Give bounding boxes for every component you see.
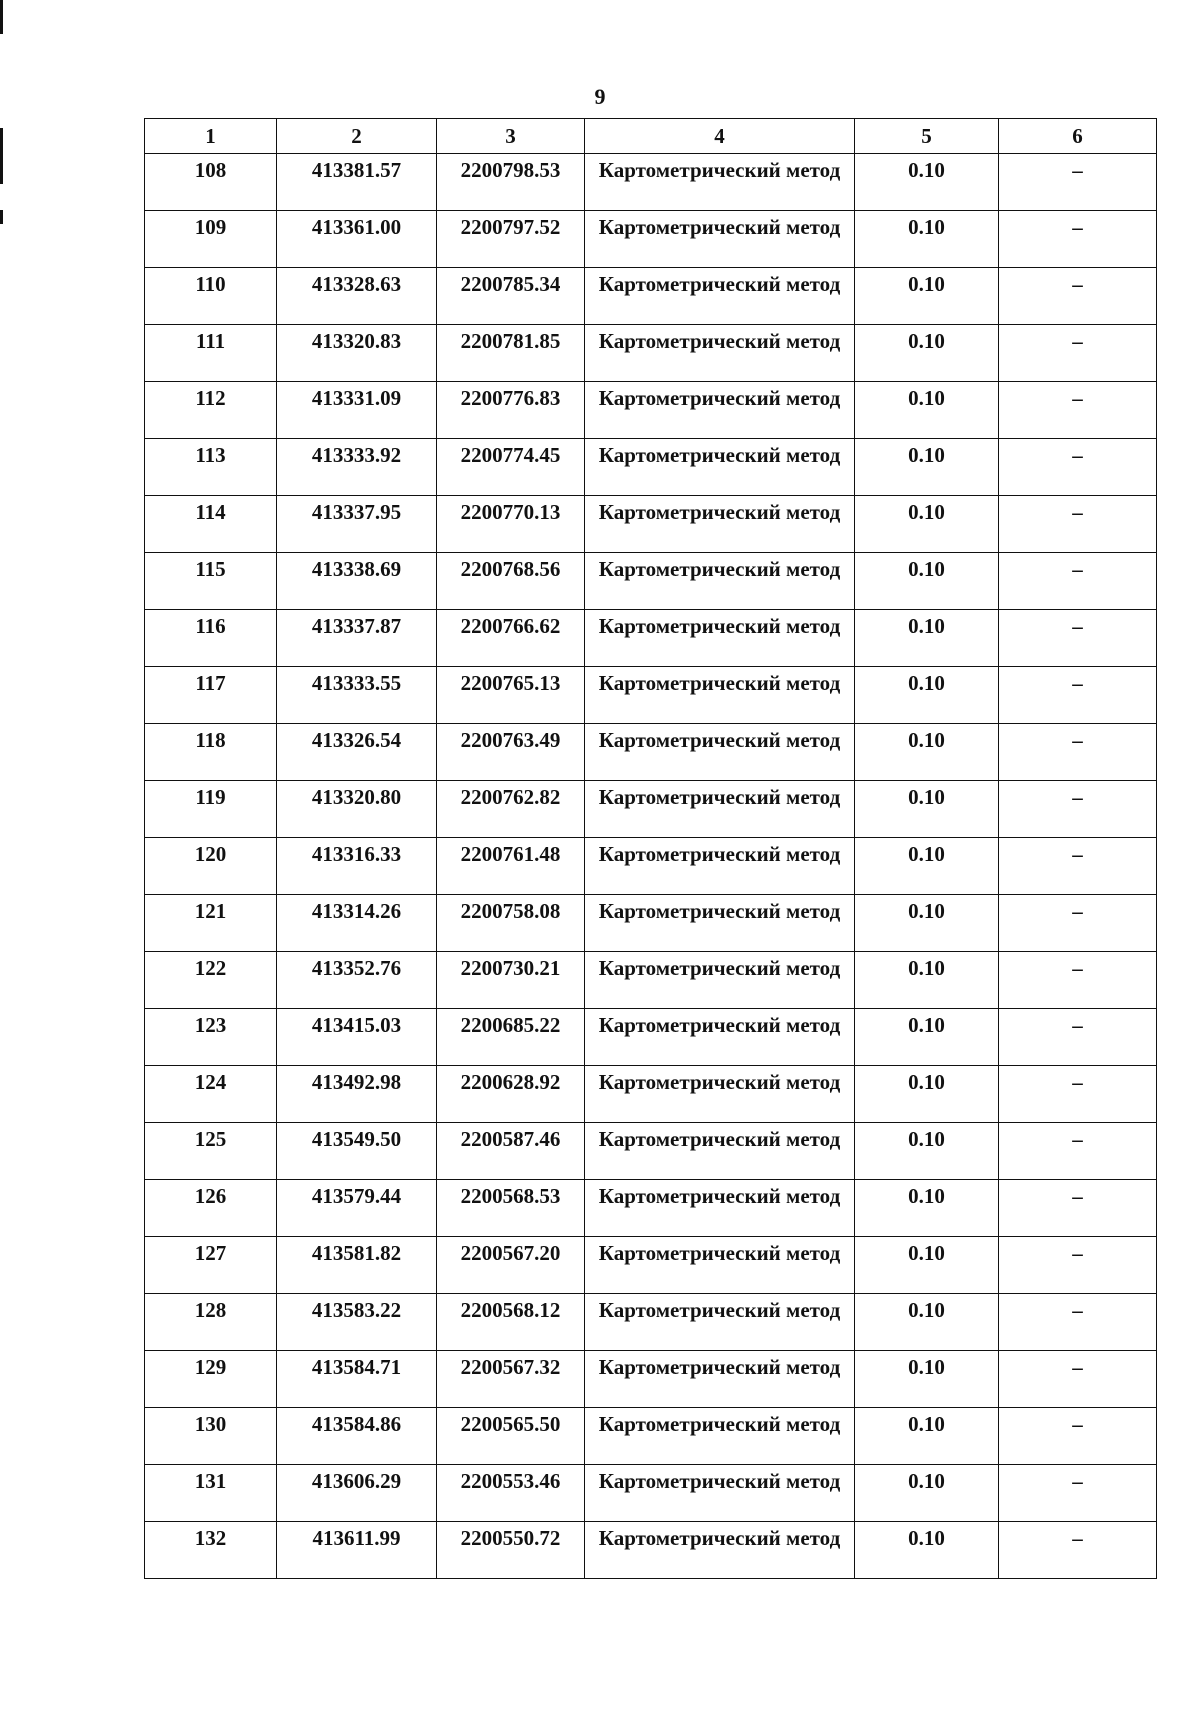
method-cell: Картометрический метод — [585, 211, 855, 268]
point-number-cell: 127 — [145, 1237, 277, 1294]
point-number-cell: 116 — [145, 610, 277, 667]
y-coordinate-cell: 2200568.53 — [437, 1180, 585, 1237]
table-row — [145, 838, 1157, 895]
y-coordinate-cell: 2200758.08 — [437, 895, 585, 952]
method-cell: Картометрический метод — [585, 325, 855, 382]
table-row — [145, 211, 1157, 268]
accuracy-cell: 0.10 — [855, 382, 999, 439]
table-row — [145, 1522, 1157, 1579]
y-coordinate-cell: 2200770.13 — [437, 496, 585, 553]
point-number-cell: 128 — [145, 1294, 277, 1351]
note-cell: – — [999, 1465, 1157, 1522]
method-cell: Картометрический метод — [585, 1180, 855, 1237]
table-row — [145, 1351, 1157, 1408]
table-row — [145, 439, 1157, 496]
method-cell: Картометрический метод — [585, 382, 855, 439]
note-cell: – — [999, 1237, 1157, 1294]
y-coordinate-cell: 2200587.46 — [437, 1123, 585, 1180]
method-cell: Картометрический метод — [585, 610, 855, 667]
accuracy-cell: 0.10 — [855, 895, 999, 952]
x-coordinate-cell: 413584.71 — [277, 1351, 437, 1408]
x-coordinate-cell: 413337.87 — [277, 610, 437, 667]
x-coordinate-cell: 413333.92 — [277, 439, 437, 496]
x-coordinate-cell: 413328.63 — [277, 268, 437, 325]
note-cell: – — [999, 211, 1157, 268]
method-cell: Картометрический метод — [585, 1522, 855, 1579]
note-cell: – — [999, 1294, 1157, 1351]
accuracy-cell: 0.10 — [855, 154, 999, 211]
accuracy-cell: 0.10 — [855, 1294, 999, 1351]
x-coordinate-cell: 413583.22 — [277, 1294, 437, 1351]
table-row — [145, 781, 1157, 838]
note-cell: – — [999, 1123, 1157, 1180]
method-cell: Картометрический метод — [585, 154, 855, 211]
column-header: 2 — [277, 119, 437, 154]
x-coordinate-cell: 413338.69 — [277, 553, 437, 610]
accuracy-cell: 0.10 — [855, 724, 999, 781]
method-cell: Картометрический метод — [585, 1066, 855, 1123]
point-number-cell: 124 — [145, 1066, 277, 1123]
y-coordinate-cell: 2200763.49 — [437, 724, 585, 781]
table-row — [145, 1180, 1157, 1237]
note-cell: – — [999, 952, 1157, 1009]
x-coordinate-cell: 413415.03 — [277, 1009, 437, 1066]
column-header: 6 — [999, 119, 1157, 154]
y-coordinate-cell: 2200768.56 — [437, 553, 585, 610]
x-coordinate-cell: 413606.29 — [277, 1465, 437, 1522]
coordinates-table — [144, 118, 1157, 1579]
table-row — [145, 895, 1157, 952]
y-coordinate-cell: 2200568.12 — [437, 1294, 585, 1351]
note-cell: – — [999, 325, 1157, 382]
note-cell: – — [999, 1522, 1157, 1579]
table-row — [145, 154, 1157, 211]
method-cell: Картометрический метод — [585, 667, 855, 724]
point-number-cell: 118 — [145, 724, 277, 781]
note-cell: – — [999, 553, 1157, 610]
x-coordinate-cell: 413492.98 — [277, 1066, 437, 1123]
y-coordinate-cell: 2200774.45 — [437, 439, 585, 496]
note-cell: – — [999, 1180, 1157, 1237]
method-cell: Картометрический метод — [585, 268, 855, 325]
x-coordinate-cell: 413331.09 — [277, 382, 437, 439]
point-number-cell: 123 — [145, 1009, 277, 1066]
x-coordinate-cell: 413333.55 — [277, 667, 437, 724]
x-coordinate-cell: 413611.99 — [277, 1522, 437, 1579]
method-cell: Картометрический метод — [585, 952, 855, 1009]
accuracy-cell: 0.10 — [855, 1066, 999, 1123]
point-number-cell: 132 — [145, 1522, 277, 1579]
method-cell: Картометрический метод — [585, 781, 855, 838]
note-cell: – — [999, 838, 1157, 895]
scan-margin-mark — [0, 0, 3, 34]
y-coordinate-cell: 2200685.22 — [437, 1009, 585, 1066]
table-row — [145, 1294, 1157, 1351]
accuracy-cell: 0.10 — [855, 952, 999, 1009]
accuracy-cell: 0.10 — [855, 1465, 999, 1522]
y-coordinate-cell: 2200553.46 — [437, 1465, 585, 1522]
method-cell: Картометрический метод — [585, 1294, 855, 1351]
note-cell: – — [999, 610, 1157, 667]
point-number-cell: 113 — [145, 439, 277, 496]
table-row — [145, 553, 1157, 610]
x-coordinate-cell: 413361.00 — [277, 211, 437, 268]
point-number-cell: 117 — [145, 667, 277, 724]
y-coordinate-cell: 2200798.53 — [437, 154, 585, 211]
y-coordinate-cell: 2200567.32 — [437, 1351, 585, 1408]
accuracy-cell: 0.10 — [855, 838, 999, 895]
method-cell: Картометрический метод — [585, 895, 855, 952]
x-coordinate-cell: 413581.82 — [277, 1237, 437, 1294]
point-number-cell: 130 — [145, 1408, 277, 1465]
table-row — [145, 724, 1157, 781]
column-header: 3 — [437, 119, 585, 154]
table-row — [145, 667, 1157, 724]
x-coordinate-cell: 413381.57 — [277, 154, 437, 211]
y-coordinate-cell: 2200781.85 — [437, 325, 585, 382]
accuracy-cell: 0.10 — [855, 496, 999, 553]
accuracy-cell: 0.10 — [855, 1180, 999, 1237]
point-number-cell: 108 — [145, 154, 277, 211]
accuracy-cell: 0.10 — [855, 211, 999, 268]
accuracy-cell: 0.10 — [855, 439, 999, 496]
method-cell: Картометрический метод — [585, 496, 855, 553]
table-row — [145, 952, 1157, 1009]
point-number-cell: 125 — [145, 1123, 277, 1180]
method-cell: Картометрический метод — [585, 838, 855, 895]
accuracy-cell: 0.10 — [855, 1237, 999, 1294]
x-coordinate-cell: 413316.33 — [277, 838, 437, 895]
page-number: 9 — [594, 84, 606, 109]
y-coordinate-cell: 2200550.72 — [437, 1522, 585, 1579]
point-number-cell: 112 — [145, 382, 277, 439]
table-row — [145, 1408, 1157, 1465]
accuracy-cell: 0.10 — [855, 610, 999, 667]
note-cell: – — [999, 1351, 1157, 1408]
accuracy-cell: 0.10 — [855, 1408, 999, 1465]
table-row — [145, 1009, 1157, 1066]
x-coordinate-cell: 413320.83 — [277, 325, 437, 382]
x-coordinate-cell: 413352.76 — [277, 952, 437, 1009]
accuracy-cell: 0.10 — [855, 667, 999, 724]
x-coordinate-cell: 413320.80 — [277, 781, 437, 838]
method-cell: Картометрический метод — [585, 439, 855, 496]
method-cell: Картометрический метод — [585, 1351, 855, 1408]
method-cell: Картометрический метод — [585, 1408, 855, 1465]
point-number-cell: 114 — [145, 496, 277, 553]
point-number-cell: 111 — [145, 325, 277, 382]
table-body — [145, 154, 1157, 1579]
note-cell: – — [999, 1009, 1157, 1066]
note-cell: – — [999, 895, 1157, 952]
point-number-cell: 110 — [145, 268, 277, 325]
table-header-row — [145, 119, 1157, 154]
column-header: 5 — [855, 119, 999, 154]
point-number-cell: 129 — [145, 1351, 277, 1408]
table-row — [145, 382, 1157, 439]
note-cell: – — [999, 439, 1157, 496]
column-header: 1 — [145, 119, 277, 154]
y-coordinate-cell: 2200762.82 — [437, 781, 585, 838]
note-cell: – — [999, 724, 1157, 781]
accuracy-cell: 0.10 — [855, 1351, 999, 1408]
method-cell: Картометрический метод — [585, 1009, 855, 1066]
y-coordinate-cell: 2200776.83 — [437, 382, 585, 439]
note-cell: – — [999, 781, 1157, 838]
point-number-cell: 131 — [145, 1465, 277, 1522]
note-cell: – — [999, 496, 1157, 553]
point-number-cell: 121 — [145, 895, 277, 952]
y-coordinate-cell: 2200785.34 — [437, 268, 585, 325]
method-cell: Картометрический метод — [585, 724, 855, 781]
note-cell: – — [999, 382, 1157, 439]
scan-margin-mark — [0, 210, 3, 224]
method-cell: Картометрический метод — [585, 1237, 855, 1294]
note-cell: – — [999, 667, 1157, 724]
note-cell: – — [999, 1408, 1157, 1465]
y-coordinate-cell: 2200567.20 — [437, 1237, 585, 1294]
accuracy-cell: 0.10 — [855, 268, 999, 325]
point-number-cell: 120 — [145, 838, 277, 895]
x-coordinate-cell: 413326.54 — [277, 724, 437, 781]
y-coordinate-cell: 2200565.50 — [437, 1408, 585, 1465]
method-cell: Картометрический метод — [585, 553, 855, 610]
table-row — [145, 610, 1157, 667]
table-row — [145, 496, 1157, 553]
accuracy-cell: 0.10 — [855, 781, 999, 838]
x-coordinate-cell: 413314.26 — [277, 895, 437, 952]
note-cell: – — [999, 154, 1157, 211]
accuracy-cell: 0.10 — [855, 325, 999, 382]
accuracy-cell: 0.10 — [855, 1522, 999, 1579]
x-coordinate-cell: 413584.86 — [277, 1408, 437, 1465]
x-coordinate-cell: 413579.44 — [277, 1180, 437, 1237]
accuracy-cell: 0.10 — [855, 1009, 999, 1066]
y-coordinate-cell: 2200797.52 — [437, 211, 585, 268]
column-header: 4 — [585, 119, 855, 154]
scan-margin-mark — [0, 128, 3, 184]
point-number-cell: 109 — [145, 211, 277, 268]
table-row — [145, 1237, 1157, 1294]
table-row — [145, 1123, 1157, 1180]
y-coordinate-cell: 2200761.48 — [437, 838, 585, 895]
point-number-cell: 115 — [145, 553, 277, 610]
x-coordinate-cell: 413549.50 — [277, 1123, 437, 1180]
y-coordinate-cell: 2200765.13 — [437, 667, 585, 724]
method-cell: Картометрический метод — [585, 1465, 855, 1522]
point-number-cell: 119 — [145, 781, 277, 838]
y-coordinate-cell: 2200628.92 — [437, 1066, 585, 1123]
accuracy-cell: 0.10 — [855, 1123, 999, 1180]
method-cell: Картометрический метод — [585, 1123, 855, 1180]
note-cell: – — [999, 1066, 1157, 1123]
x-coordinate-cell: 413337.95 — [277, 496, 437, 553]
note-cell: – — [999, 268, 1157, 325]
y-coordinate-cell: 2200730.21 — [437, 952, 585, 1009]
table-row — [145, 325, 1157, 382]
y-coordinate-cell: 2200766.62 — [437, 610, 585, 667]
accuracy-cell: 0.10 — [855, 553, 999, 610]
point-number-cell: 122 — [145, 952, 277, 1009]
table-row — [145, 1066, 1157, 1123]
table-row — [145, 1465, 1157, 1522]
point-number-cell: 126 — [145, 1180, 277, 1237]
table-row — [145, 268, 1157, 325]
